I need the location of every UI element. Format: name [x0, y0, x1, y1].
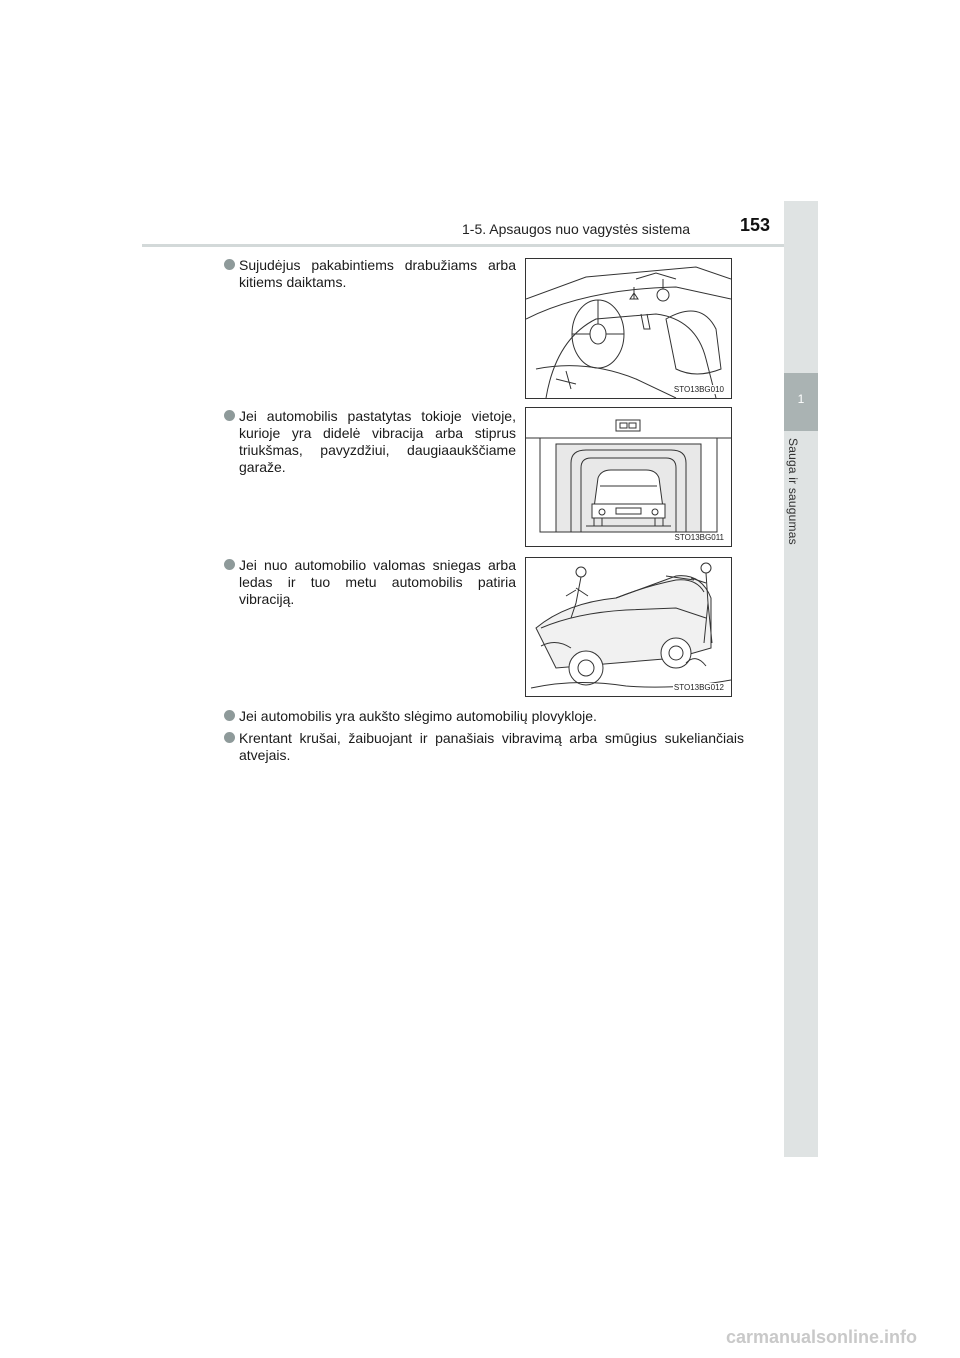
bullet-text: Krentant krušai, žaibuojant ir panašiais vibravimą arba smūgius sukeliančiais atvejais.: [239, 730, 744, 763]
bullet-item: [239, 557, 516, 608]
chapter-side-bar: [784, 201, 818, 1157]
section-title: 1-5. Apsaugos nuo vagystės sistema: [462, 221, 691, 237]
bullet-dot-icon: [224, 559, 235, 570]
bullet-item: [239, 730, 744, 764]
figure-car-interior: [525, 258, 732, 399]
bullet-text: Jei automobilis yra aukšto slėgimo automobilių plovykloje.: [239, 708, 597, 724]
bullet-item: [239, 408, 516, 476]
bullet-text: Jei nuo automobilio valomas sniegas arba ledas ir tuo metu automobilis patiria vibraciją.: [239, 557, 516, 607]
bullet-text: Sujudėjus pakabintiems drabužiams arba kitiems daiktams.: [239, 257, 516, 290]
chapter-number: 1: [797, 392, 805, 406]
chapter-label: Sauga ir saugumas: [786, 438, 800, 545]
snow-removal-from-car-icon: [526, 558, 731, 696]
bullet-text: Jei automobilis pastatytas tokioje vietoje, kurioje yra didelė vibracija arba stiprus triukšmas, pavyzdžiui, daugiaaukščiame garaže.: [239, 408, 516, 475]
bullet-dot-icon: [224, 710, 235, 721]
car-interior-hanging-items-icon: [526, 259, 731, 398]
figure-code: STO13BG012: [673, 683, 724, 692]
bullet-dot-icon: [224, 732, 235, 743]
figure-snow-removal: [525, 557, 732, 697]
page-number: 153: [740, 215, 771, 235]
car-in-parking-garage-icon: [526, 408, 731, 546]
bullet-dot-icon: [224, 410, 235, 421]
figure-code: STO13BG011: [674, 533, 724, 542]
watermark-text: carmanualsonline.info: [726, 1327, 918, 1347]
bullet-dot-icon: [224, 259, 235, 270]
figure-code: STO13BG010: [673, 385, 724, 394]
figure-parking-garage: [525, 407, 732, 547]
header-divider: [142, 244, 818, 247]
bullet-item: [239, 257, 516, 291]
bullet-item: [239, 708, 744, 725]
